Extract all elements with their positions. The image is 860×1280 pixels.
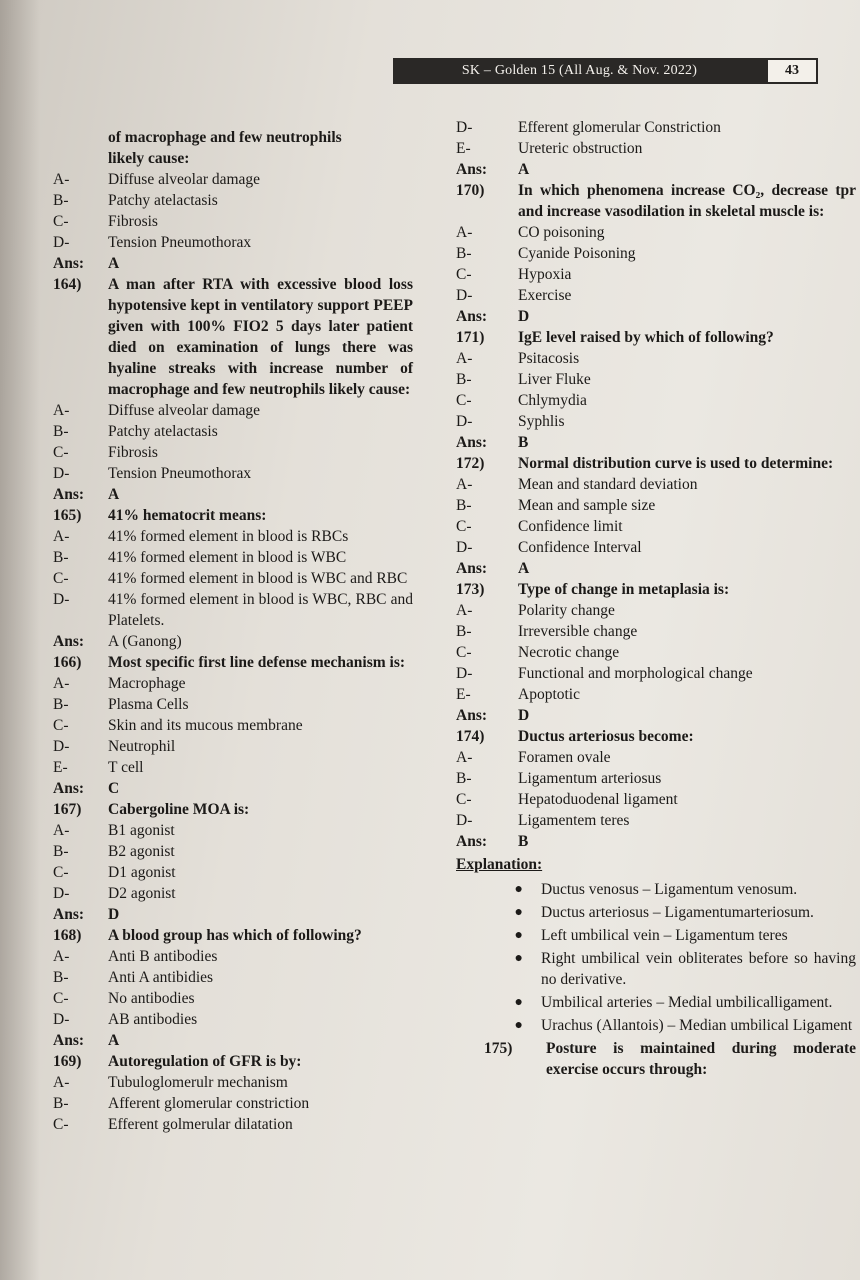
page-curl-shadow — [0, 0, 40, 1280]
answer-row — [53, 484, 413, 505]
option-row — [456, 600, 856, 621]
option-row — [456, 768, 856, 789]
row-text: A — [108, 486, 120, 503]
row-key: D- — [53, 1011, 70, 1028]
row-text: Cyanide Poisoning — [518, 245, 636, 262]
row-key: Ans: — [456, 161, 488, 178]
option-row — [456, 495, 856, 516]
row-text: D1 agonist — [108, 864, 176, 881]
row-text: Fibrosis — [108, 444, 158, 461]
row-key: B- — [53, 192, 69, 209]
row-key: 169) — [53, 1053, 82, 1070]
row-text: Hypoxia — [518, 266, 572, 283]
row-text: Syphlis — [518, 413, 565, 430]
row-text: 41% hematocrit means: — [108, 507, 267, 524]
explanation-text: Umbilical arteries – Medial umbilicalligament. — [541, 994, 833, 1011]
row-text: Ligamentum arteriosus — [518, 770, 662, 787]
row-text: B — [518, 833, 529, 850]
row-text: Exercise — [518, 287, 572, 304]
row-text: 41% formed element in blood is RBCs — [108, 528, 349, 545]
row-key: D- — [456, 665, 473, 682]
row-key: B- — [456, 497, 472, 514]
row-text: D — [518, 308, 530, 325]
row-key: Ans: — [456, 308, 488, 325]
row-key: C- — [456, 644, 472, 661]
explanation-heading: Explanation: — [456, 856, 543, 873]
row-key: A- — [456, 350, 473, 367]
row-text: Ligamentem teres — [518, 812, 630, 829]
row-text: Confidence limit — [518, 518, 623, 535]
row-text: Necrotic change — [518, 644, 620, 661]
row-text: A — [518, 161, 530, 178]
answer-row — [456, 159, 856, 180]
continuation-row — [53, 127, 413, 148]
row-text: 41% formed element in blood is WBC and RBC — [108, 570, 408, 587]
row-text: Confidence Interval — [518, 539, 642, 556]
row-key: Ans: — [53, 255, 85, 272]
row-key: A- — [53, 528, 70, 545]
answer-row — [456, 432, 856, 453]
row-text: D — [518, 707, 530, 724]
row-key: C- — [456, 266, 472, 283]
row-text: Tension Pneumothorax — [108, 234, 252, 251]
row-text: T cell — [108, 759, 144, 776]
answer-row — [53, 253, 413, 274]
option-row — [53, 442, 413, 463]
explanation-text: Ductus arteriosus – Ligamentumarteriosum. — [541, 904, 814, 921]
option-row — [53, 232, 413, 253]
bullet-icon: ● — [514, 1018, 523, 1033]
row-key: E- — [53, 759, 68, 776]
row-key: A- — [53, 948, 70, 965]
row-key: C- — [53, 213, 69, 230]
row-text: Neutrophil — [108, 738, 176, 755]
row-key: B- — [53, 969, 69, 986]
option-row — [456, 285, 856, 306]
row-key: B- — [456, 371, 472, 388]
row-text: D — [108, 906, 120, 923]
option-row — [456, 411, 856, 432]
option-row — [456, 537, 856, 558]
answer-row — [456, 705, 856, 726]
row-key: D- — [456, 413, 473, 430]
answer-row — [456, 306, 856, 327]
explanation-text: Left umbilical vein – Ligamentum teres — [541, 927, 788, 944]
row-key: Ans: — [456, 707, 488, 724]
row-key: A- — [456, 749, 473, 766]
row-key: C- — [456, 392, 472, 409]
row-text: Mean and standard deviation — [518, 476, 698, 493]
option-row — [53, 1009, 413, 1030]
bullet-icon: ● — [514, 905, 523, 920]
option-row — [53, 820, 413, 841]
row-text: of macrophage and few neutrophils — [108, 129, 342, 146]
question-number: 175) — [484, 1040, 513, 1057]
row-text: Ductus arteriosus become: — [518, 728, 694, 745]
row-text: Skin and its mucous membrane — [108, 717, 303, 734]
option-row — [53, 400, 413, 421]
option-row — [456, 264, 856, 285]
row-key: Ans: — [53, 486, 85, 503]
continuation-row — [53, 148, 413, 169]
right-column-questions — [456, 117, 856, 852]
row-key: E- — [456, 686, 471, 703]
row-text: A blood group has which of following? — [108, 927, 362, 944]
row-text: CO poisoning — [518, 224, 605, 241]
option-row — [456, 684, 856, 705]
question-row — [53, 505, 413, 526]
row-key: D- — [53, 885, 70, 902]
row-key: D- — [53, 738, 70, 755]
row-text: Anti B antibodies — [108, 948, 218, 965]
row-text: In which phenomena increase CO₂, decrease tpr and increase vasodilation in skeletal muscle is: — [518, 182, 856, 220]
row-text: Diffuse alveolar damage — [108, 402, 261, 419]
answer-row — [456, 558, 856, 579]
row-text: Diffuse alveolar damage — [108, 171, 261, 188]
option-row — [53, 568, 413, 589]
row-key: C- — [53, 444, 69, 461]
row-key: B- — [53, 696, 69, 713]
question-row — [53, 274, 413, 400]
option-row — [53, 841, 413, 862]
row-text: B2 agonist — [108, 843, 175, 860]
explanation-item — [456, 948, 856, 990]
option-row — [53, 169, 413, 190]
row-text: Polarity change — [518, 602, 615, 619]
question-row — [53, 799, 413, 820]
option-row — [456, 663, 856, 684]
option-row — [53, 211, 413, 232]
bullet-icon: ● — [514, 882, 523, 897]
option-row — [53, 862, 413, 883]
option-row — [53, 736, 413, 757]
row-text: Anti A antibidies — [108, 969, 214, 986]
option-row — [53, 1114, 413, 1135]
option-row — [456, 390, 856, 411]
row-text: Plasma Cells — [108, 696, 189, 713]
row-text: Chlymydia — [518, 392, 587, 409]
row-text: A — [108, 1032, 120, 1049]
question-row — [456, 453, 856, 474]
option-row — [456, 789, 856, 810]
row-text: D2 agonist — [108, 885, 176, 902]
header-title: SK – Golden 15 (All Aug. & Nov. 2022) — [393, 58, 766, 84]
option-row — [53, 589, 413, 631]
row-key: Ans: — [456, 833, 488, 850]
option-row — [53, 190, 413, 211]
row-key: B- — [456, 623, 472, 640]
row-key: D- — [456, 812, 473, 829]
row-key: Ans: — [53, 633, 85, 650]
row-key: C- — [53, 990, 69, 1007]
option-row — [53, 967, 413, 988]
row-text: Irreversible change — [518, 623, 638, 640]
option-row — [456, 747, 856, 768]
option-row — [53, 694, 413, 715]
row-key: 165) — [53, 507, 82, 524]
option-row — [53, 526, 413, 547]
row-key: B- — [53, 549, 69, 566]
row-key: B- — [53, 423, 69, 440]
question-row — [456, 726, 856, 747]
explanation-text: Right umbilical vein obliterates before so having no derivative. — [541, 950, 856, 988]
row-text: Efferent glomerular Constriction — [518, 119, 721, 136]
row-text: A man after RTA with excessive blood loss hypotensive kept in ventilatory support PEEP given with 100% FIO2 5 days later patient died on examination of lungs there was hyaline streaks with increase number of macrophage and few neutrophils likely cause: — [108, 276, 413, 398]
row-key: B- — [456, 245, 472, 262]
option-row — [53, 673, 413, 694]
explanation-item — [456, 902, 856, 923]
answer-row — [53, 1030, 413, 1051]
row-text: Efferent golmerular dilatation — [108, 1116, 293, 1133]
row-text: A (Ganong) — [108, 633, 182, 650]
row-key: A- — [53, 822, 70, 839]
row-text: 41% formed element in blood is WBC — [108, 549, 347, 566]
row-text: A — [108, 255, 120, 272]
option-row — [456, 369, 856, 390]
row-text: Hepatoduodenal ligament — [518, 791, 678, 808]
option-row — [456, 348, 856, 369]
row-key: E- — [456, 140, 471, 157]
explanation-item — [456, 992, 856, 1013]
row-text: likely cause: — [108, 150, 190, 167]
row-text: IgE level raised by which of following? — [518, 329, 774, 346]
row-text: Autoregulation of GFR is by: — [108, 1053, 302, 1070]
row-text: A — [518, 560, 530, 577]
row-text: Normal distribution curve is used to determine: — [518, 455, 834, 472]
row-key: 173) — [456, 581, 485, 598]
option-row — [456, 117, 856, 138]
option-row — [456, 642, 856, 663]
option-row — [53, 463, 413, 484]
row-key: 172) — [456, 455, 485, 472]
row-key: B- — [53, 843, 69, 860]
row-key: D- — [53, 591, 70, 608]
row-key: 167) — [53, 801, 82, 818]
option-row — [53, 1093, 413, 1114]
question-row — [53, 652, 413, 673]
row-text: Mean and sample size — [518, 497, 656, 514]
row-text: Tubuloglomerulr mechanism — [108, 1074, 288, 1091]
row-text: Liver Fluke — [518, 371, 591, 388]
option-row — [456, 516, 856, 537]
row-text: Type of change in metaplasia is: — [518, 581, 730, 598]
question-175 — [456, 1038, 856, 1080]
row-key: A- — [456, 476, 473, 493]
option-row — [53, 946, 413, 967]
option-row — [53, 757, 413, 778]
option-row — [53, 715, 413, 736]
answer-row — [53, 904, 413, 925]
option-row — [53, 883, 413, 904]
explanation-text: Urachus (Allantois) – Median umbilical Ligament — [541, 1017, 853, 1034]
row-text: Fibrosis — [108, 213, 158, 230]
question-row — [53, 925, 413, 946]
row-key: 164) — [53, 276, 82, 293]
row-key: B- — [53, 1095, 69, 1112]
bullet-icon: ● — [514, 928, 523, 943]
row-text: B — [518, 434, 529, 451]
option-row — [456, 138, 856, 159]
row-key: Ans: — [53, 1032, 85, 1049]
row-key: D- — [53, 234, 70, 251]
row-text: Foramen ovale — [518, 749, 611, 766]
row-text: Afferent glomerular constriction — [108, 1095, 310, 1112]
row-key: A- — [456, 224, 473, 241]
explanation-text: Ductus venosus – Ligamentum venosum. — [541, 881, 798, 898]
row-key: C- — [53, 570, 69, 587]
bullet-icon: ● — [514, 951, 523, 966]
row-key: C- — [53, 717, 69, 734]
option-row — [456, 474, 856, 495]
row-key: C- — [53, 864, 69, 881]
option-row — [53, 421, 413, 442]
row-key: A- — [53, 675, 70, 692]
question-row — [456, 327, 856, 348]
row-text: Patchy atelactasis — [108, 423, 218, 440]
explanation-item — [456, 925, 856, 946]
row-text: B1 agonist — [108, 822, 175, 839]
row-key: Ans: — [456, 434, 488, 451]
page-number: 43 — [766, 58, 818, 84]
row-key: Ans: — [53, 780, 85, 797]
explanation-list — [456, 879, 856, 1036]
option-row — [456, 243, 856, 264]
option-row — [456, 222, 856, 243]
row-text: Tension Pneumothorax — [108, 465, 252, 482]
answer-row — [53, 631, 413, 652]
row-key: A- — [53, 402, 70, 419]
option-row — [456, 621, 856, 642]
row-text: AB antibodies — [108, 1011, 198, 1028]
option-row — [53, 1072, 413, 1093]
row-text: Macrophage — [108, 675, 186, 692]
row-key: 168) — [53, 927, 82, 944]
explanation-item — [456, 1015, 856, 1036]
row-key: 166) — [53, 654, 82, 671]
row-text: No antibodies — [108, 990, 195, 1007]
option-row — [53, 547, 413, 568]
answer-row — [456, 831, 856, 852]
row-text: C — [108, 780, 120, 797]
row-key: 174) — [456, 728, 485, 745]
row-key: A- — [53, 171, 70, 188]
row-key: 171) — [456, 329, 485, 346]
row-text: Cabergoline MOA is: — [108, 801, 250, 818]
row-key: D- — [53, 465, 70, 482]
row-key: C- — [456, 791, 472, 808]
row-text: 41% formed element in blood is WBC, RBC and Platelets. — [108, 591, 413, 629]
row-key: Ans: — [53, 906, 85, 923]
row-text: Most specific first line defense mechanism is: — [108, 654, 406, 671]
row-text: Functional and morphological change — [518, 665, 753, 682]
row-text: Apoptotic — [518, 686, 580, 703]
left-column — [53, 127, 413, 1135]
row-key: C- — [456, 518, 472, 535]
row-key: 170) — [456, 182, 485, 199]
question-row — [456, 180, 856, 222]
question-row — [53, 1051, 413, 1072]
row-key: B- — [456, 770, 472, 787]
row-key: A- — [53, 1074, 70, 1091]
row-text: Psitacosis — [518, 350, 580, 367]
row-key: D- — [456, 539, 473, 556]
question-text: Posture is maintained during moderate exercise occurs through: — [546, 1040, 856, 1078]
row-key: A- — [456, 602, 473, 619]
row-key: D- — [456, 119, 473, 136]
row-key: C- — [53, 1116, 69, 1133]
option-row — [53, 988, 413, 1009]
page-header — [393, 58, 818, 84]
row-key: D- — [456, 287, 473, 304]
answer-row — [53, 778, 413, 799]
question-row — [456, 579, 856, 600]
option-row — [456, 810, 856, 831]
right-column — [456, 117, 856, 1080]
row-text: Patchy atelactasis — [108, 192, 218, 209]
explanation-item — [456, 879, 856, 900]
bullet-icon: ● — [514, 995, 523, 1010]
row-key: Ans: — [456, 560, 488, 577]
row-text: Ureteric obstruction — [518, 140, 643, 157]
